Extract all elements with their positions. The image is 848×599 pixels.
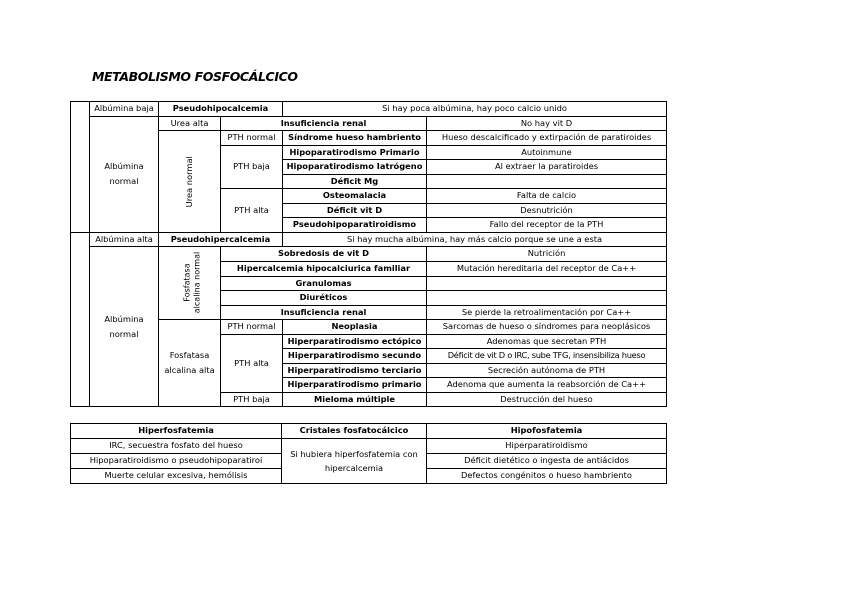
cause-cell: Hipercalcemia hipocalciurica familiar xyxy=(221,262,427,277)
cause-cell: Déficit Mg xyxy=(283,174,427,189)
albumina-normal-cell: Albúmina normal xyxy=(90,247,159,407)
header-hipofosfatemia: Hipofosfatemia xyxy=(427,424,667,439)
page-title: METABOLISMO FOSFOCÁLCICO xyxy=(92,69,298,84)
table-row xyxy=(71,232,667,247)
cause-cell: Mieloma múltiple xyxy=(283,392,427,407)
phosphate-table xyxy=(70,423,667,484)
desc-cell xyxy=(427,174,667,189)
urea-normal-cell: Urea normal xyxy=(159,131,221,233)
pth-normal-cell: PTH normal xyxy=(221,131,283,146)
pseudohipercalcemia-desc: Si hay mucha albúmina, hay más calcio porque se une a esta xyxy=(283,232,667,247)
desc-cell xyxy=(427,291,667,306)
desc-cell: Destrucción del hueso xyxy=(427,392,667,407)
albumina-baja-cell: Albúmina baja xyxy=(90,102,159,117)
pth-baja-cell: PTH baja xyxy=(221,392,283,407)
hiperfosfatemia-cell: Hipoparatiroidismo o pseudohipoparatiroi xyxy=(71,454,282,469)
hiperfosfatemia-cell: Muerte celular excesiva, hemólisis xyxy=(71,469,282,484)
table-header-row xyxy=(71,424,667,439)
cause-cell: Síndrome hueso hambriento xyxy=(283,131,427,146)
cause-cell: Hipoparatirodismo Iatrógeno xyxy=(283,160,427,175)
cause-cell: Insuficiencia renal xyxy=(221,116,427,131)
desc-cell: Fallo del receptor de la PTH xyxy=(427,218,667,233)
desc-cell: Desnutrición xyxy=(427,203,667,218)
hipofosfatemia-cell: Hiperparatiroidismo xyxy=(427,439,667,454)
cause-cell: Diuréticos xyxy=(221,291,427,306)
header-hiperfosfatemia: Hiperfosfatemia xyxy=(71,424,282,439)
pth-baja-cell: PTH baja xyxy=(221,145,283,189)
table-row xyxy=(71,102,667,117)
cause-cell: Hiperparatirodismo terciario xyxy=(283,363,427,378)
desc-cell: Autoinmune xyxy=(427,145,667,160)
desc-cell: Al extraer la paratiroides xyxy=(427,160,667,175)
fa-alta-cell: Fosfatasa alcalina alta xyxy=(159,320,221,407)
cause-cell: Neoplasia xyxy=(283,320,427,335)
pth-alta-cell: PTH alta xyxy=(221,189,283,233)
hipofosfatemia-cell: Déficit dietético o ingesta de antiácidos xyxy=(427,454,667,469)
hiperfosfatemia-cell: IRC, secuestra fosfato del hueso xyxy=(71,439,282,454)
cristales-cell: Si hubiera hiperfosfatemia con hipercalcemia xyxy=(282,439,427,484)
albumina-normal-cell: Albúmina normal xyxy=(90,116,159,232)
desc-cell: Falta de calcio xyxy=(427,189,667,204)
cause-cell: Granulomas xyxy=(221,276,427,291)
desc-cell: Sarcomas de hueso o síndromes para neoplásicos xyxy=(427,320,667,335)
cause-cell: Hiperparatirodismo ectópico xyxy=(283,334,427,349)
table-row xyxy=(71,320,667,335)
table-row xyxy=(71,439,667,454)
cause-cell: Osteomalacia xyxy=(283,189,427,204)
cause-cell: Insuficiencia renal xyxy=(221,305,427,320)
desc-cell: Adenomas que secretan PTH xyxy=(427,334,667,349)
desc-cell: Déficit de vit D o IRC, sube TFG, insensibiliza hueso xyxy=(427,349,667,364)
section-hipercalcemia xyxy=(71,232,90,407)
calcium-table xyxy=(70,101,667,407)
desc-cell: Hueso descalcificado y extirpación de paratiroides xyxy=(427,131,667,146)
pth-normal-cell: PTH normal xyxy=(221,320,283,335)
table-row xyxy=(71,116,667,131)
pseudohipercalcemia-cell: Pseudohipercalcemia xyxy=(159,232,283,247)
pseudohipocalcemia-desc: Si hay poca albúmina, hay poco calcio unido xyxy=(283,102,667,117)
table-row xyxy=(71,247,667,262)
header-cristales: Cristales fosfatocálcico xyxy=(282,424,427,439)
desc-cell: Secreción autónoma de PTH xyxy=(427,363,667,378)
section-hipocalcemia xyxy=(71,102,90,233)
pseudohipocalcemia-cell: Pseudohipocalcemia xyxy=(159,102,283,117)
urea-alta-cell: Urea alta xyxy=(159,116,221,131)
cause-cell: Déficit vit D xyxy=(283,203,427,218)
cause-cell: Sobredosis de vit D xyxy=(221,247,427,262)
hipofosfatemia-cell: Defectos congénitos o hueso hambriento xyxy=(427,469,667,484)
desc-cell: Nutrición xyxy=(427,247,667,262)
cause-cell: Hiperparatirodismo secundo xyxy=(283,349,427,364)
pth-alta-cell: PTH alta xyxy=(221,334,283,392)
table-row xyxy=(71,131,667,146)
cause-cell: Hipoparatirodismo Primario xyxy=(283,145,427,160)
fa-normal-cell: Fosfatasa alcalina normal xyxy=(159,247,221,320)
albumina-alta-cell: Albúmina alta xyxy=(90,232,159,247)
desc-cell: No hay vit D xyxy=(427,116,667,131)
cause-cell: Hiperparatirodismo primario xyxy=(283,378,427,393)
desc-cell xyxy=(427,276,667,291)
desc-cell: Mutación hereditaria del receptor de Ca++ xyxy=(427,262,667,277)
desc-cell: Se pierde la retroalimentación por Ca++ xyxy=(427,305,667,320)
cause-cell: Pseudohipoparatiroidismo xyxy=(283,218,427,233)
desc-cell: Adenoma que aumenta la reabsorción de Ca++ xyxy=(427,378,667,393)
